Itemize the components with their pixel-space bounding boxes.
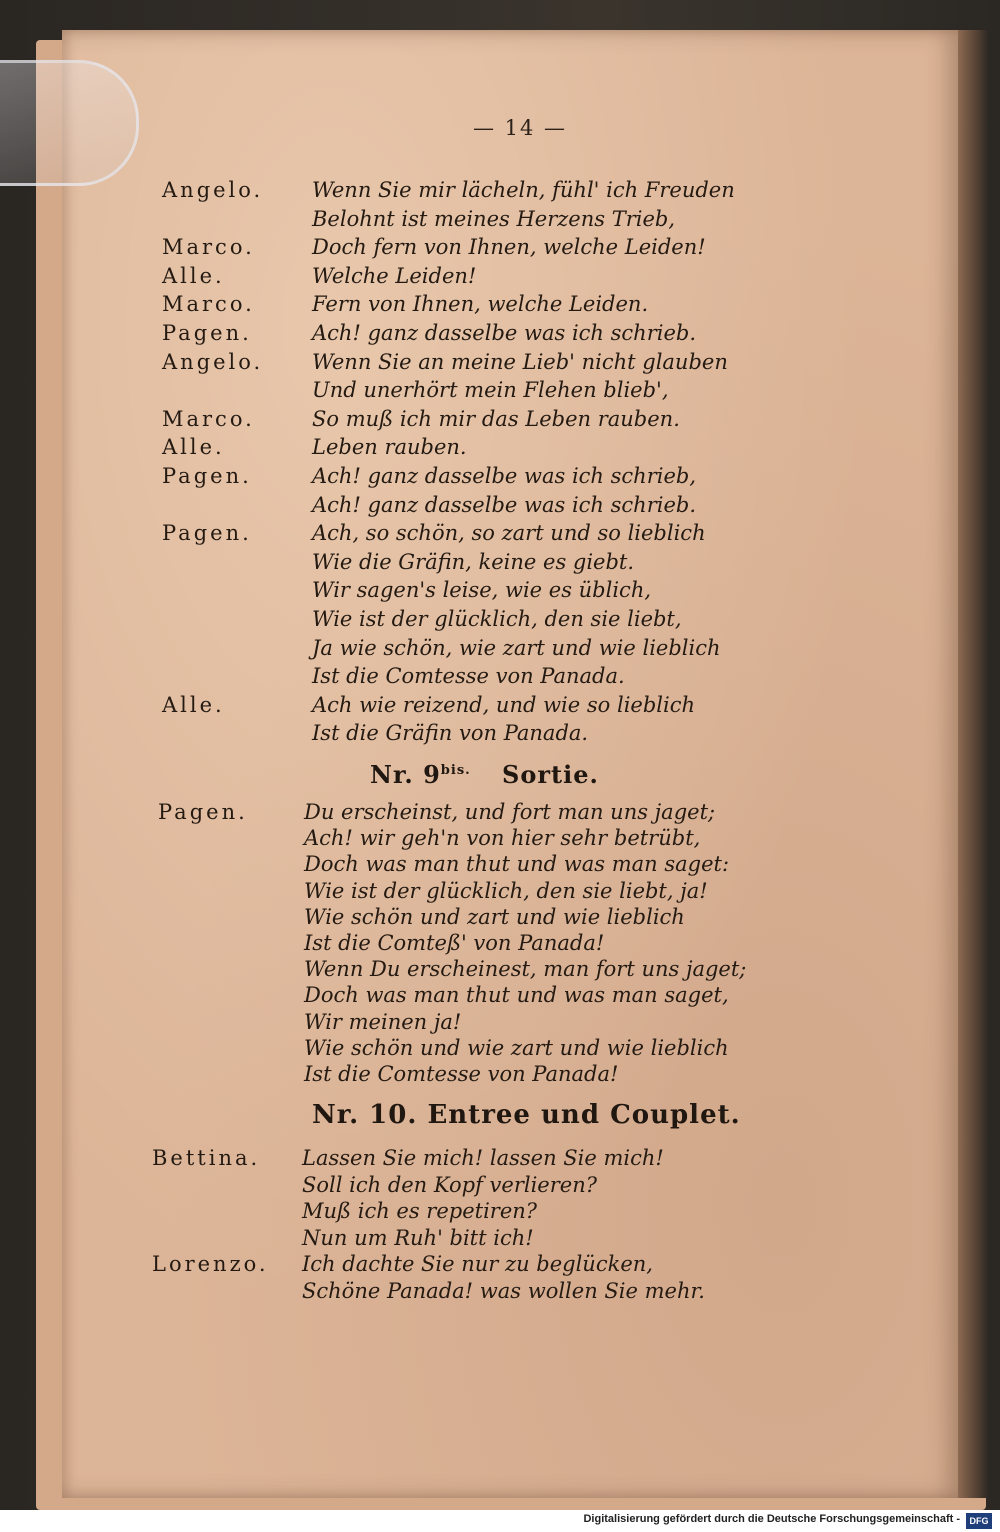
verse-text: Wenn Du erscheinest, man fort uns jaget;	[304, 957, 747, 982]
speaker-name: Pagen.	[158, 800, 248, 824]
verse-text: Ist die Gräfin von Panada.	[312, 721, 589, 746]
verse-text: Wie schön und wie zart und wie lieblich	[304, 1035, 729, 1060]
verse-line	[0, 983, 1000, 1009]
verse-line	[0, 435, 1000, 461]
verse-text: Doch fern von Ihnen, welche Leiden!	[312, 235, 706, 260]
verse-text: Wenn Sie an meine Lieb' nicht glauben	[312, 349, 728, 374]
verse-line	[0, 521, 1000, 547]
speaker-name: Alle.	[162, 263, 225, 288]
verse-line	[0, 1279, 1000, 1305]
verse-text: Wie die Gräfin, keine es giebt.	[312, 549, 635, 574]
verse-line	[0, 905, 1000, 931]
verse-text: Ach! wir geh'n von hier sehr betrübt,	[304, 826, 701, 851]
verse-text: Fern von Ihnen, welche Leiden.	[312, 292, 649, 317]
verse-line	[0, 852, 1000, 878]
verse-line	[0, 578, 1000, 604]
verse-text: Welche Leiden!	[312, 263, 477, 288]
speaker-name: Alle.	[162, 692, 225, 717]
speaker-name: Angelo.	[162, 349, 264, 374]
verse-text: Wie ist der glücklich, den sie liebt,	[312, 607, 682, 631]
heading-9-sup: bis.	[440, 763, 471, 778]
verse-text: Doch was man thut und was man saget:	[304, 852, 730, 877]
verse-line	[0, 1010, 1000, 1036]
verse-line	[0, 407, 1000, 433]
verse-line	[0, 1252, 1000, 1278]
verse-text: Leben rauben.	[312, 435, 467, 460]
verse-text: Schöne Panada! was wollen Sie mehr.	[302, 1278, 705, 1303]
heading-nr-9-sortie	[370, 760, 599, 789]
verse-line	[0, 721, 1000, 747]
verse-text: Wie ist der glücklich, den sie liebt, ja!	[304, 878, 708, 903]
heading-nr-10-entree: Nr. 10. Entree und Couplet.	[312, 1100, 741, 1130]
verse-text: Ist die Comtesse von Panada!	[304, 1062, 619, 1086]
verse-line	[0, 1173, 1000, 1199]
verse-line	[0, 800, 1000, 826]
verse-line	[0, 235, 1000, 261]
verse-text: Ich dachte Sie nur zu beglücken,	[302, 1252, 653, 1276]
verse-line	[0, 493, 1000, 519]
verse-line	[0, 636, 1000, 662]
speaker-name: Alle.	[162, 435, 225, 460]
verse-line	[0, 207, 1000, 233]
verse-line	[0, 826, 1000, 852]
dfg-logo: DFG	[966, 1513, 992, 1529]
speaker-name: Lorenzo.	[152, 1252, 269, 1276]
verse-text: Ist die Comteß' von Panada!	[304, 931, 605, 955]
page-number: — 14 —	[472, 116, 568, 140]
verse-line	[0, 607, 1000, 633]
verse-text: So muß ich mir das Leben rauben.	[312, 406, 680, 431]
verse-line	[0, 264, 1000, 290]
verse-line	[0, 550, 1000, 576]
speaker-name: Marco.	[162, 292, 255, 317]
verse-line	[0, 292, 1000, 318]
verse-line	[0, 1226, 1000, 1252]
speaker-name: Pagen.	[162, 321, 252, 345]
verse-text: Soll ich den Kopf verlieren?	[302, 1172, 597, 1197]
verse-text: Du erscheinst, und fort man uns jaget;	[304, 800, 716, 824]
verse-line	[0, 931, 1000, 957]
verse-line	[0, 1146, 1000, 1172]
verse-text: Belohnt ist meines Herzens Trieb,	[312, 206, 676, 231]
speaker-name: Pagen.	[162, 464, 252, 488]
footer-bar	[0, 1510, 1000, 1532]
verse-text: Und unerhört mein Flehen blieb',	[312, 378, 669, 403]
verse-text: Wenn Sie mir lächeln, fühl' ich Freuden	[312, 178, 735, 202]
verse-line	[0, 1199, 1000, 1225]
speaker-name: Bettina.	[152, 1146, 261, 1170]
speaker-name: Pagen.	[162, 521, 252, 546]
verse-text: Wir meinen ja!	[304, 1009, 462, 1034]
verse-text: Nun um Ruh' bitt ich!	[302, 1225, 534, 1250]
verse-line	[0, 350, 1000, 376]
verse-text: Muß ich es repetiren?	[302, 1199, 538, 1223]
verse-text: Wir sagen's leise, wie es üblich,	[312, 578, 652, 603]
verse-text: Lassen Sie mich! lassen Sie mich!	[302, 1146, 664, 1170]
verse-text: Ach! ganz dasselbe was ich schrieb.	[312, 321, 696, 345]
verse-text: Wie schön und zart und wie lieblich	[304, 904, 685, 929]
verse-line	[0, 464, 1000, 490]
verse-line	[0, 693, 1000, 719]
footer-credit: Digitalisierung gefördert durch die Deutsche Forschungsgemeinschaft -	[583, 1513, 960, 1525]
verse-text: Ach! ganz dasselbe was ich schrieb.	[312, 492, 696, 517]
verse-line	[0, 1036, 1000, 1062]
verse-text: Doch was man thut und was man saget,	[304, 983, 729, 1008]
heading-9-prefix: Nr. 9	[370, 760, 441, 789]
verse-line	[0, 664, 1000, 690]
verse-text: Ja wie schön, wie zart und wie lieblich	[312, 635, 721, 660]
speaker-name: Marco.	[162, 235, 255, 260]
verse-text: Ist die Comtesse von Panada.	[312, 664, 625, 689]
verse-line	[0, 321, 1000, 347]
verse-line	[0, 1062, 1000, 1088]
verse-line	[0, 879, 1000, 905]
page-clip	[0, 60, 139, 186]
verse-text: Ach wie reizend, und wie so lieblich	[312, 692, 695, 717]
verse-text: Ach, so schön, so zart und so lieblich	[312, 521, 706, 546]
verse-line	[0, 957, 1000, 983]
verse-line	[0, 178, 1000, 204]
verse-line	[0, 378, 1000, 404]
speaker-name: Angelo.	[162, 178, 264, 202]
speaker-name: Marco.	[162, 406, 255, 431]
verse-text: Ach! ganz dasselbe was ich schrieb,	[312, 464, 696, 488]
heading-9-title: Sortie.	[502, 760, 599, 789]
